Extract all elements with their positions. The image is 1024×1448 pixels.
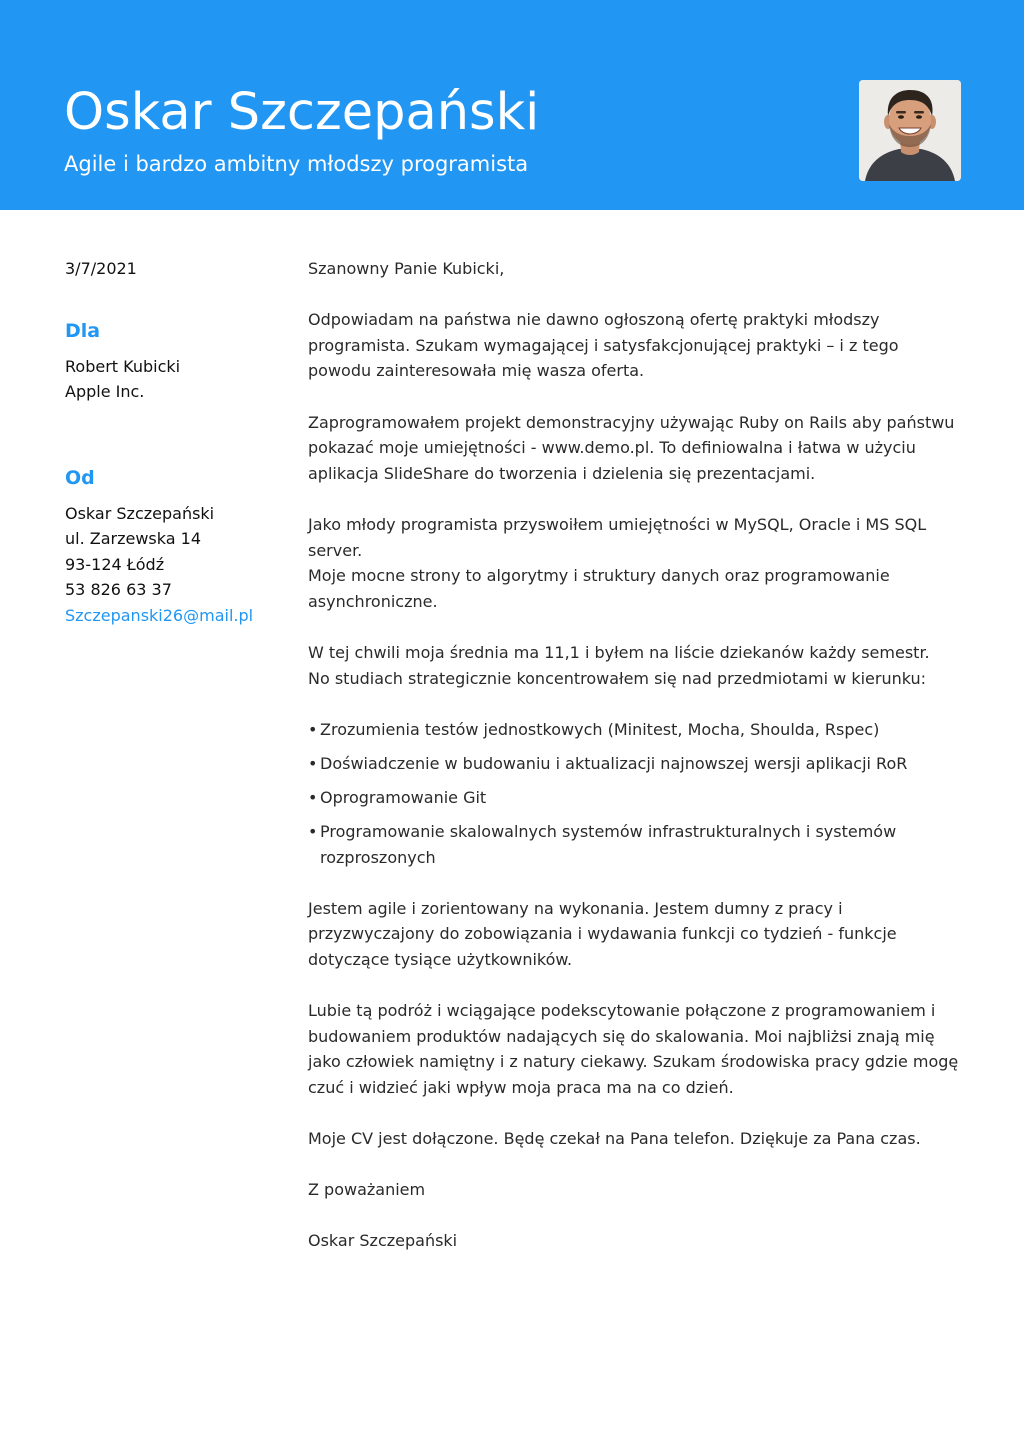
letter-paragraph-1: Odpowiadam na państwa nie dawno ogłoszoną ofertę praktyki młodszy programista. Szukam wymagającej i satysfakcjonującej praktyki – i z tego powodu zainteresowała mię wasza oferta. [308, 310, 899, 381]
list-item: • Doświadczenie w budowaniu i aktualizacji najnowszej wersji aplikacji RoR [308, 751, 964, 777]
list-item: • Programowanie skalowalnych systemów infrastrukturalnych i systemów rozproszonych [308, 819, 964, 870]
profile-photo [859, 80, 961, 181]
sender-street: ul. Zarzewska 14 [65, 529, 201, 548]
recipient-company: Apple Inc. [65, 382, 145, 401]
letter-paragraph-4 [308, 640, 964, 691]
recipient-title: Dla [65, 319, 101, 342]
letter-date: 3/7/2021 [65, 259, 137, 278]
profile-photo-icon [859, 80, 961, 181]
letter-paragraph-6: Lubie tą podróż i wciągające podekscytowanie połączone z programowaniem i budowaniem produktów nadających się do skalowania. Moi najbliżsi znają mię jako człowiek namiętny i z natury ciekawy. Szukam środowiska pracy gdzie mogę czuć i widzieć jaki wpływ moja praca ma na co dzień. [308, 1001, 959, 1097]
header-banner [0, 0, 1024, 210]
paragraph-4-line-2: No studiach strategicznie koncentrowałem się nad przedmiotami w kierunku: [308, 668, 927, 688]
letter-signature: Oskar Szczepański [308, 1231, 458, 1251]
sender-block [65, 501, 280, 629]
letter-paragraph-2: Zaprogramowałem projekt demonstracyjny używając Ruby on Rails aby państwu pokazać moje umiejętności - www.demo.pl. To definiowalna i łatwa w użyciu aplikacja SlideShare do tworzenia i dzielenia się prezentacjami. [308, 412, 955, 483]
recipient-block [65, 354, 280, 405]
sender-email-link[interactable]: Szczepanski26@mail.pl [65, 605, 254, 625]
paragraph-4-line-1: W tej chwili moja średnia ma 11,1 i byłem na liście dziekanów każdy semestr. [308, 642, 930, 662]
paragraph-3-line-1: Jako młody programista przyswoiłem umiejętności w MySQL, Oracle i MS SQL server. [308, 514, 927, 560]
skills-list [308, 717, 964, 870]
letter-paragraph-3 [308, 512, 964, 614]
letter-paragraph-7: Moje CV jest dołączone. Będę czekał na Pana telefon. Dziękuje za Pana czas. [308, 1129, 921, 1149]
letter-body [308, 256, 964, 1280]
list-item: • Zrozumienia testów jednostkowych (Minitest, Mocha, Shoulda, Rspec) [308, 717, 964, 743]
sender-city: 93-124 Łódź [65, 554, 165, 574]
list-item: • Oprogramowanie Git [308, 785, 964, 811]
recipient-name: Robert Kubicki [65, 356, 181, 376]
applicant-tagline: Agile i bardzo ambitny młodszy programista [64, 152, 529, 176]
sender-name: Oskar Szczepański [65, 503, 215, 523]
sender-phone: 53 826 63 37 [65, 580, 172, 599]
paragraph-3-line-2: Moje mocne strony to algorytmy i struktury danych oraz programowanie asynchroniczne. [308, 566, 890, 611]
letter-greeting: Szanowny Panie Kubicki, [308, 259, 505, 278]
letter-closing: Z poważaniem [308, 1180, 426, 1200]
sender-title: Od [65, 466, 95, 489]
letter-paragraph-5: Jestem agile i zorientowany na wykonania. Jestem dumny z pracy i przyzwyczajony do zobowiązania i wydawania funkcji co tydzień - funkcje dotyczące tysiące użytkowników. [308, 898, 897, 969]
sidebar [65, 256, 280, 628]
applicant-name: Oskar Szczepański [64, 83, 540, 142]
